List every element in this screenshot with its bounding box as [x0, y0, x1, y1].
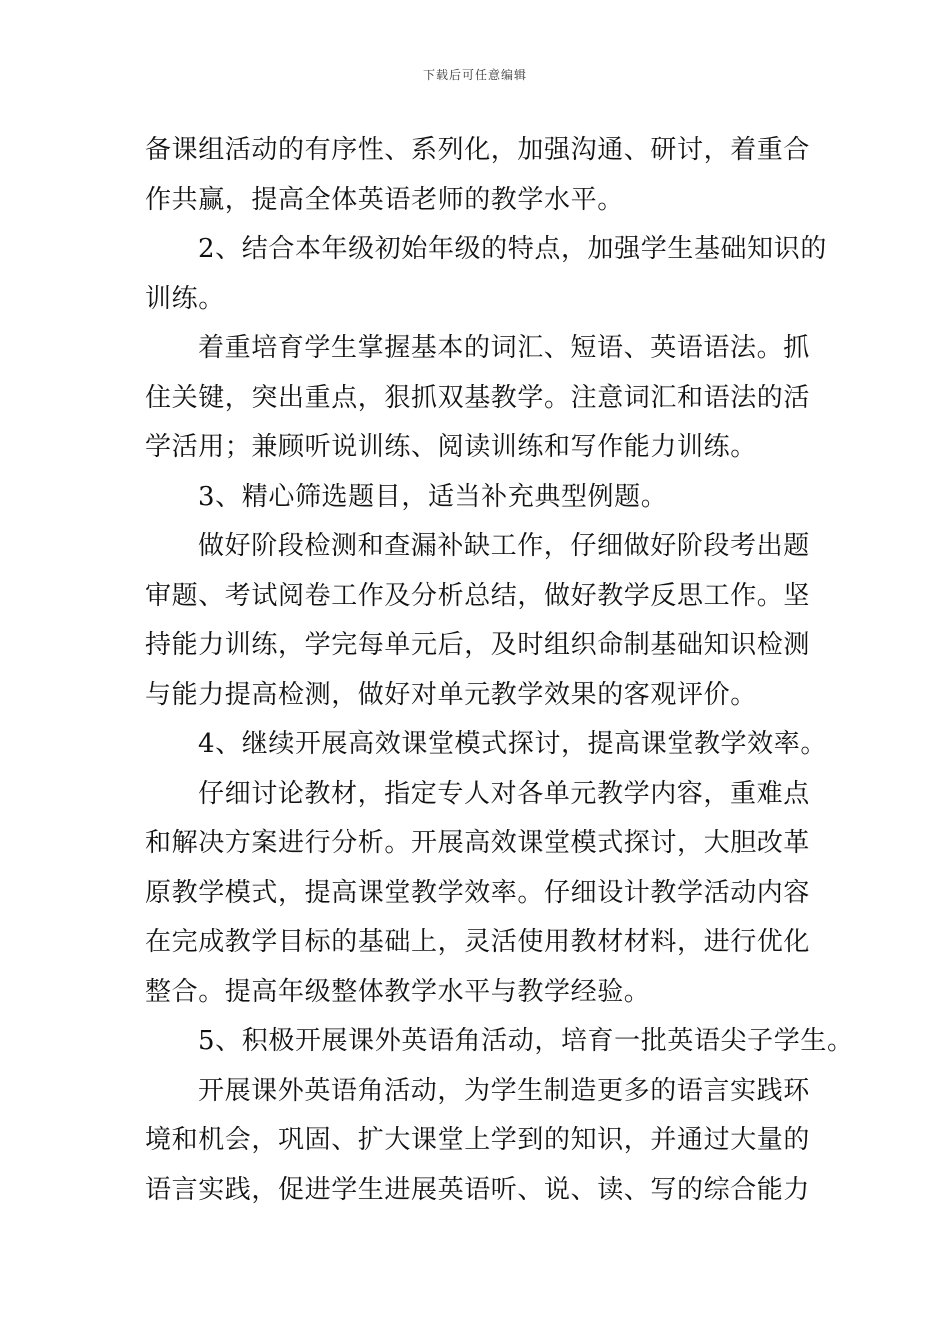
text-line: 仔细讨论教材，指定专人对各单元教学内容，重难点	[198, 778, 810, 809]
text-line: 3、精心筛选题目，适当补充典型例题。	[198, 481, 668, 512]
text-line: 训练。	[145, 283, 225, 314]
text-line: 作共赢，提高全体英语老师的教学水平。	[145, 184, 624, 215]
text-line: 着重培育学生掌握基本的词汇、短语、英语语法。抓	[198, 333, 810, 363]
text-line: 4、继续开展高效课堂模式探讨，提高课堂教学效率。	[198, 729, 827, 759]
text-line: 学活用；兼顾听说训练、阅读训练和写作能力训练。	[145, 432, 757, 462]
text-line: 做好阶段检测和查漏补缺工作，仔细做好阶段考出题	[198, 531, 810, 561]
document-body	[145, 126, 854, 1215]
text-line: 整合。提高年级整体教学水平与教学经验。	[145, 976, 651, 1007]
header-note: 下载后可任意编辑	[422, 68, 527, 82]
text-line: 开展课外英语角活动，为学生制造更多的语言实践环	[198, 1075, 810, 1106]
text-line: 和解决方案进行分析。开展高效课堂模式探讨，大胆改革	[145, 828, 811, 858]
text-line: 2、结合本年级初始年级的特点，加强学生基础知识的	[198, 234, 827, 264]
text-line: 5、积极开展课外英语角活动，培育一批英语尖子学生。	[198, 1026, 854, 1056]
text-line: 住关键，突出重点，狠抓双基教学。注意词汇和语法的活	[145, 382, 811, 413]
text-line: 语言实践，促进学生进展英语听、说、读、写的综合能力	[145, 1174, 811, 1205]
text-line: 持能力训练，学完每单元后，及时组织命制基础知识检测	[145, 630, 811, 660]
text-line: 备课组活动的有序性、系列化，加强沟通、研讨，着重合	[145, 135, 811, 165]
text-line: 原教学模式，提高课堂教学效率。仔细设计教学活动内容	[145, 877, 811, 908]
text-line: 与能力提高检测，做好对单元教学效果的客观评价。	[145, 679, 757, 710]
text-line: 审题、考试阅卷工作及分析总结，做好教学反思工作。坚	[145, 580, 811, 611]
text-line: 境和机会，巩固、扩大课堂上学到的知识，并通过大量的	[145, 1125, 811, 1155]
text-line: 在完成教学目标的基础上，灵活使用教材材料，进行优化	[145, 927, 811, 957]
